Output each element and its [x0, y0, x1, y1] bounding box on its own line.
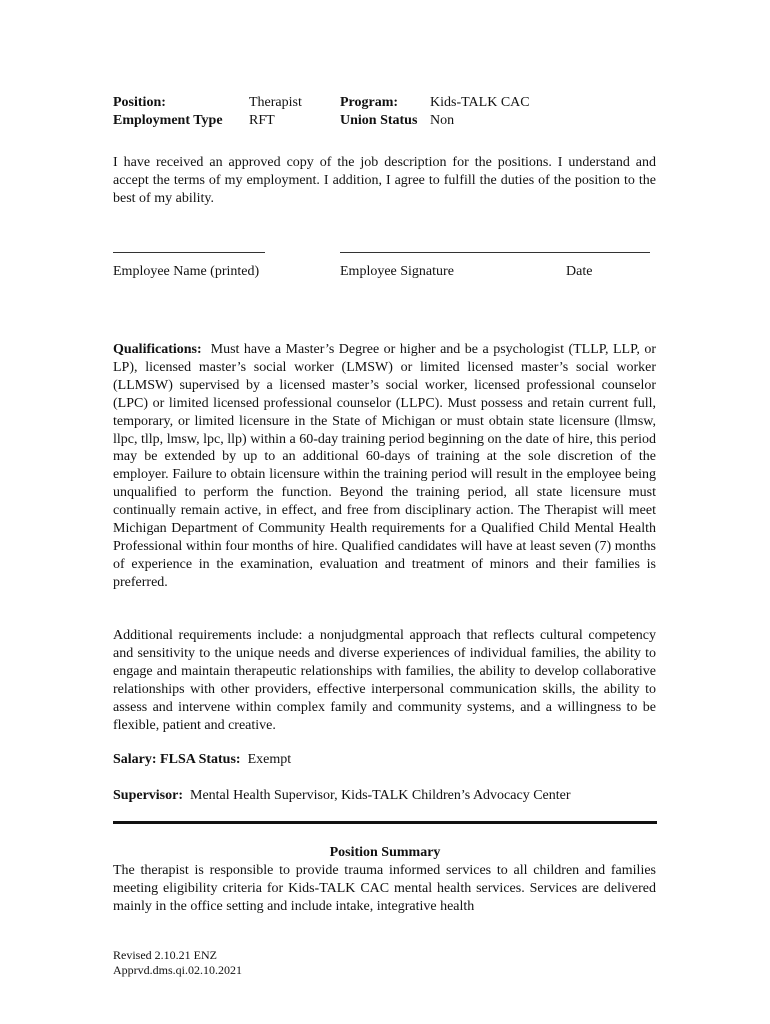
qualifications-label: Qualifications:: [113, 342, 202, 357]
program-label: Program:: [340, 95, 399, 110]
employee-signature-label: Employee Signature: [340, 264, 454, 279]
signature-date-line: [340, 252, 650, 253]
salary-label: Salary: FLSA Status:: [113, 752, 241, 767]
employment-type-label: Employment Type: [113, 113, 223, 128]
acknowledgement-paragraph: I have received an approved copy of the job description for the positions. I understand and accept the terms of my employment. I addition, I agree to fulfill the duties of the position to the best of my ability.: [113, 155, 656, 206]
supervisor-line: [113, 787, 571, 805]
employee-name-label: Employee Name (printed): [113, 264, 260, 279]
union-status-label: Union Status: [340, 113, 418, 128]
additional-requirements-paragraph: Additional requirements include: a nonjudgmental approach that reflects cultural competency and sensitivity to the unique needs and diverse experiences of individual families, the ability to engage and maintain therapeutic relationships with families, the ability to develop collaborative relationships with other providers, effective interpersonal communication skills, the ability to assess and intervene within complex family and community systems, and a willingness to be flexible, patient and creative.: [113, 628, 656, 733]
salary-line: [113, 751, 291, 769]
position-summary-text: The therapist is responsible to provide trauma informed services to all children and families meeting eligibility criteria for Kids-TALK CAC mental health services. Services are delivered mainly in the office setting and include intake, integrative health: [113, 863, 656, 914]
union-status-value: Non: [430, 113, 455, 128]
date-label: Date: [566, 264, 593, 279]
qualifications-text: Must have a Master’s Degree or higher and be a psychologist (TLLP, LLP, or LP), licensed master’s social worker (LMSW) or limited licensed master’s social worker (LLMSW) supervised by a licensed master’s social worker, licensed professional counselor (LPC) or limited licensed professional counselor (LLPC). Must possess and retain current full, temporary, or limited licensure in the State of Michigan or must obtain state licensure (llmsw, llpc, tllp, lmsw, lpc, llp) within a 60-day training period beginning on the date of hire, this period may be extended by up to an additional 60-days of training at the sole discretion of the employer. Failure to obtain licensure within the training period will result in the employee being unqualified to perform the function. Beyond the training period, all state licensure must continually remain active, in effect, and free from disciplinary action. The Therapist will meet Michigan Department of Community Health requirements for a Qualified Child Mental Health Professional within four months of hire. Qualified candidates will have at least seven (7) months of experience in the examination, evaluation and treatment of minors and their families is preferred.: [113, 342, 656, 590]
supervisor-label: Supervisor:: [113, 788, 183, 803]
qualifications-paragraph: [113, 341, 656, 592]
salary-value: Exempt: [247, 752, 292, 767]
name-signature-line: [113, 252, 265, 253]
program-value: Kids-TALK CAC: [430, 95, 530, 110]
approved-note: Apprvd.dms.qi.02.10.2021: [113, 963, 242, 977]
employment-type-value: RFT: [249, 113, 275, 128]
supervisor-value: Mental Health Supervisor, Kids-TALK Children’s Advocacy Center: [190, 788, 571, 803]
section-divider: [113, 821, 657, 824]
position-summary-title: Position Summary: [329, 845, 441, 860]
position-label: Position:: [113, 95, 166, 110]
position-value: Therapist: [249, 95, 302, 110]
revised-note: Revised 2.10.21 ENZ: [113, 948, 217, 962]
